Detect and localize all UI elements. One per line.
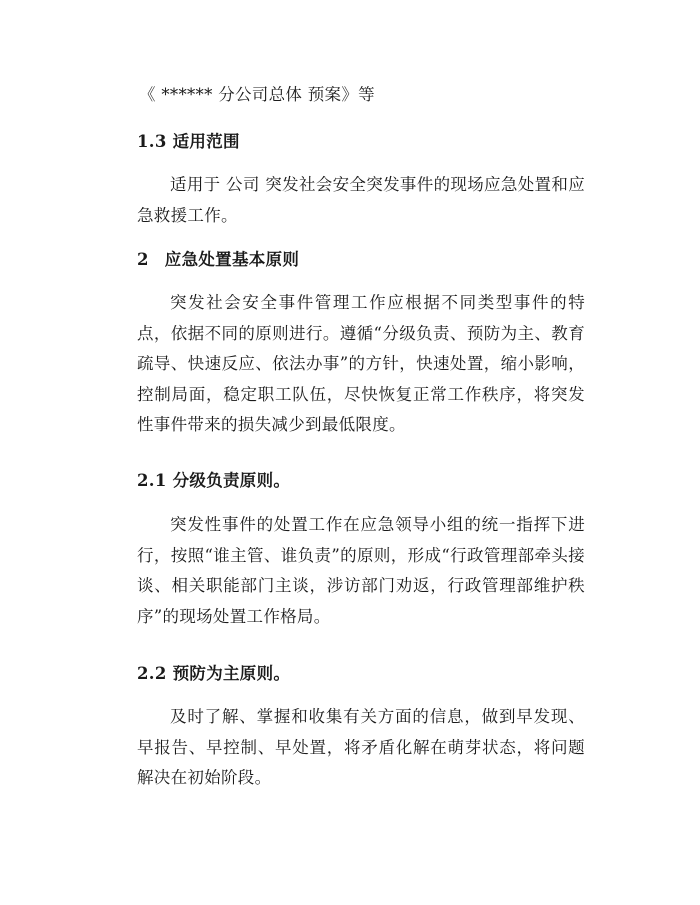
section-heading-1-3 bbox=[137, 131, 240, 153]
paragraph-scope: 适用于 公司 突发社会安全突发事件的现场应急处置和应急救援工作。 bbox=[137, 175, 585, 225]
paragraph-graded-responsibility: 突发性事件的处置工作在应急领导小组的统一指挥下进行，按照“谁主管、谁负责”的原则，形成“行政管理部牵头接谈、相关职能部门主谈，涉访部门劝返，行政管理部维护秩序”的现场处置工作格局。 bbox=[137, 515, 585, 626]
paragraph-prevention: 及时了解、掌握和收集有关方面的信息，做到早发现、早报告、早控制、早处置，将矛盾化解在萌芽状态，将问题解决在初始阶段。 bbox=[137, 707, 585, 787]
reference-line: 《 ****** 分公司总体 预案》等 bbox=[139, 85, 375, 104]
paragraph-principles: 突发社会安全事件管理工作应根据不同类型事件的特点，依据不同的原则进行。遵循“分级负责、预防为主、教育疏导、快速反应、依法办事”的方针，快速处置，缩小影响，控制局面，稳定职工队伍，尽快恢复正常工作秩序，将突发性事件带来的损失减少到最低限度。 bbox=[137, 293, 585, 434]
section-number: 2.2 bbox=[137, 664, 167, 683]
section-number: 2.1 bbox=[137, 471, 167, 490]
section-heading-2 bbox=[137, 249, 299, 271]
section-title: 适用范围 bbox=[172, 132, 240, 151]
section-title: 应急处置基本原则 bbox=[164, 250, 300, 269]
section-number: 2 bbox=[137, 250, 149, 269]
section-title: 预防为主原则。 bbox=[172, 664, 291, 683]
section-heading-2-2 bbox=[137, 663, 290, 685]
section-title: 分级负责原则。 bbox=[172, 471, 291, 490]
section-heading-2-1 bbox=[137, 470, 290, 492]
section-number: 1.3 bbox=[137, 132, 167, 151]
